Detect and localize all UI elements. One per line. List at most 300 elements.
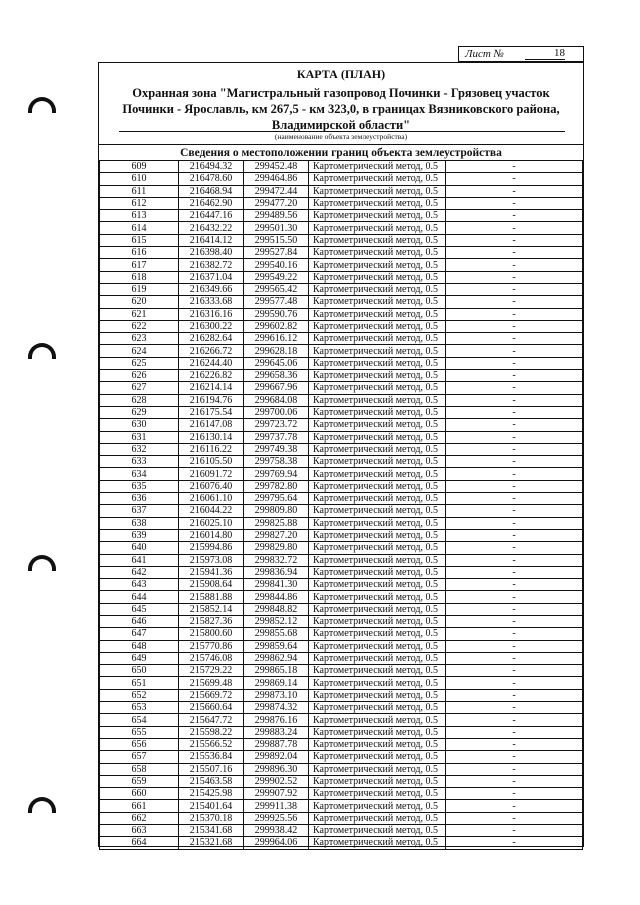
y-coordinate-cell: 299700.06 bbox=[244, 406, 309, 418]
description-cell: - bbox=[446, 283, 583, 295]
x-coordinate-cell: 216266.72 bbox=[179, 345, 244, 357]
binder-hole bbox=[28, 343, 56, 359]
x-coordinate-cell: 215746.08 bbox=[179, 652, 244, 664]
point-number-cell: 618 bbox=[100, 271, 179, 283]
x-coordinate-cell: 216105.50 bbox=[179, 456, 244, 468]
table-row bbox=[100, 419, 583, 431]
description-cell: - bbox=[446, 505, 583, 517]
y-coordinate-cell: 299852.12 bbox=[244, 615, 309, 627]
method-cell: Картометрический метод, 0.5 bbox=[309, 579, 446, 591]
description-cell: - bbox=[446, 271, 583, 283]
table-row bbox=[100, 788, 583, 800]
method-cell: Картометрический метод, 0.5 bbox=[309, 800, 446, 812]
section-divider bbox=[99, 144, 583, 145]
description-cell: - bbox=[446, 640, 583, 652]
y-coordinate-cell: 299859.64 bbox=[244, 640, 309, 652]
point-number-cell: 636 bbox=[100, 493, 179, 505]
x-coordinate-cell: 216226.82 bbox=[179, 370, 244, 382]
coordinates-table-body bbox=[100, 161, 583, 850]
point-number-cell: 630 bbox=[100, 419, 179, 431]
table-row bbox=[100, 751, 583, 763]
description-cell: - bbox=[446, 702, 583, 714]
y-coordinate-cell: 299489.56 bbox=[244, 210, 309, 222]
x-coordinate-cell: 216014.80 bbox=[179, 529, 244, 541]
description-cell: - bbox=[446, 677, 583, 689]
x-coordinate-cell: 215566.52 bbox=[179, 738, 244, 750]
point-number-cell: 619 bbox=[100, 283, 179, 295]
y-coordinate-cell: 299549.22 bbox=[244, 271, 309, 283]
x-coordinate-cell: 215598.22 bbox=[179, 726, 244, 738]
x-coordinate-cell: 215536.84 bbox=[179, 751, 244, 763]
x-coordinate-cell: 216282.64 bbox=[179, 333, 244, 345]
document-title: КАРТА (ПЛАН) bbox=[296, 67, 386, 81]
point-number-cell: 652 bbox=[100, 689, 179, 701]
description-cell: - bbox=[446, 554, 583, 566]
y-coordinate-cell: 299472.44 bbox=[244, 185, 309, 197]
table-row bbox=[100, 689, 583, 701]
description-cell: - bbox=[446, 394, 583, 406]
y-coordinate-cell: 299896.30 bbox=[244, 763, 309, 775]
x-coordinate-cell: 216478.60 bbox=[179, 173, 244, 185]
method-cell: Картометрический метод, 0.5 bbox=[309, 763, 446, 775]
method-cell: Картометрический метод, 0.5 bbox=[309, 837, 446, 849]
x-coordinate-cell: 215973.08 bbox=[179, 554, 244, 566]
method-cell: Картометрический метод, 0.5 bbox=[309, 259, 446, 271]
method-cell: Картометрический метод, 0.5 bbox=[309, 197, 446, 209]
description-cell: - bbox=[446, 812, 583, 824]
x-coordinate-cell: 216044.22 bbox=[179, 505, 244, 517]
point-number-cell: 609 bbox=[100, 161, 179, 173]
y-coordinate-cell: 299667.96 bbox=[244, 382, 309, 394]
x-coordinate-cell: 216382.72 bbox=[179, 259, 244, 271]
coordinates-table bbox=[99, 160, 583, 850]
method-cell: Картометрический метод, 0.5 bbox=[309, 665, 446, 677]
method-cell: Картометрический метод, 0.5 bbox=[309, 382, 446, 394]
table-row bbox=[100, 320, 583, 332]
point-number-cell: 661 bbox=[100, 800, 179, 812]
y-coordinate-cell: 299577.48 bbox=[244, 296, 309, 308]
table-row bbox=[100, 738, 583, 750]
description-cell: - bbox=[446, 726, 583, 738]
table-row bbox=[100, 640, 583, 652]
y-coordinate-cell: 299723.72 bbox=[244, 419, 309, 431]
method-cell: Картометрический метод, 0.5 bbox=[309, 677, 446, 689]
method-cell: Картометрический метод, 0.5 bbox=[309, 296, 446, 308]
x-coordinate-cell: 216147.08 bbox=[179, 419, 244, 431]
point-number-cell: 640 bbox=[100, 542, 179, 554]
description-cell: - bbox=[446, 763, 583, 775]
table-row bbox=[100, 505, 583, 517]
y-coordinate-cell: 299737.78 bbox=[244, 431, 309, 443]
method-cell: Картометрический метод, 0.5 bbox=[309, 775, 446, 787]
y-coordinate-cell: 299477.20 bbox=[244, 197, 309, 209]
method-cell: Картометрический метод, 0.5 bbox=[309, 640, 446, 652]
y-coordinate-cell: 299869.14 bbox=[244, 677, 309, 689]
description-cell: - bbox=[446, 591, 583, 603]
method-cell: Картометрический метод, 0.5 bbox=[309, 566, 446, 578]
method-cell: Картометрический метод, 0.5 bbox=[309, 554, 446, 566]
x-coordinate-cell: 215941.36 bbox=[179, 566, 244, 578]
y-coordinate-cell: 299855.68 bbox=[244, 628, 309, 640]
description-cell: - bbox=[446, 825, 583, 837]
y-coordinate-cell: 299590.76 bbox=[244, 308, 309, 320]
object-caption: (наименование объекта землеустройства) bbox=[274, 132, 408, 141]
description-cell: - bbox=[446, 775, 583, 787]
table-row bbox=[100, 161, 583, 173]
table-row bbox=[100, 554, 583, 566]
table-row bbox=[100, 591, 583, 603]
y-coordinate-cell: 299758.38 bbox=[244, 456, 309, 468]
table-row bbox=[100, 308, 583, 320]
point-number-cell: 633 bbox=[100, 456, 179, 468]
x-coordinate-cell: 216025.10 bbox=[179, 517, 244, 529]
point-number-cell: 631 bbox=[100, 431, 179, 443]
table-row bbox=[100, 271, 583, 283]
method-cell: Картометрический метод, 0.5 bbox=[309, 591, 446, 603]
point-number-cell: 637 bbox=[100, 505, 179, 517]
description-cell: - bbox=[446, 566, 583, 578]
method-cell: Картометрический метод, 0.5 bbox=[309, 542, 446, 554]
method-cell: Картометрический метод, 0.5 bbox=[309, 517, 446, 529]
description-cell: - bbox=[446, 456, 583, 468]
y-coordinate-cell: 299684.08 bbox=[244, 394, 309, 406]
method-cell: Картометрический метод, 0.5 bbox=[309, 689, 446, 701]
x-coordinate-cell: 216468.94 bbox=[179, 185, 244, 197]
method-cell: Картометрический метод, 0.5 bbox=[309, 738, 446, 750]
x-coordinate-cell: 215908.64 bbox=[179, 579, 244, 591]
method-cell: Картометрический метод, 0.5 bbox=[309, 825, 446, 837]
table-row bbox=[100, 222, 583, 234]
table-row bbox=[100, 603, 583, 615]
x-coordinate-cell: 216462.90 bbox=[179, 197, 244, 209]
point-number-cell: 659 bbox=[100, 775, 179, 787]
x-coordinate-cell: 216091.72 bbox=[179, 468, 244, 480]
x-coordinate-cell: 216116.22 bbox=[179, 443, 244, 455]
description-cell: - bbox=[446, 468, 583, 480]
table-row bbox=[100, 579, 583, 591]
point-number-cell: 651 bbox=[100, 677, 179, 689]
method-cell: Картометрический метод, 0.5 bbox=[309, 812, 446, 824]
point-number-cell: 643 bbox=[100, 579, 179, 591]
table-row bbox=[100, 185, 583, 197]
y-coordinate-cell: 299892.04 bbox=[244, 751, 309, 763]
point-number-cell: 629 bbox=[100, 406, 179, 418]
x-coordinate-cell: 216316.16 bbox=[179, 308, 244, 320]
description-cell: - bbox=[446, 837, 583, 849]
x-coordinate-cell: 216244.40 bbox=[179, 357, 244, 369]
x-coordinate-cell: 215463.58 bbox=[179, 775, 244, 787]
x-coordinate-cell: 216175.54 bbox=[179, 406, 244, 418]
y-coordinate-cell: 299782.80 bbox=[244, 480, 309, 492]
table-row bbox=[100, 357, 583, 369]
object-name: Охранная зона "Магистральный газопровод Починки - Грязовец участок Починки - Ярославль, км 267,5 - км 323,0, в границах Вязниковского района, Владимирской области" bbox=[122, 86, 560, 132]
binder-hole bbox=[28, 555, 56, 571]
x-coordinate-cell: 215507.16 bbox=[179, 763, 244, 775]
method-cell: Картометрический метод, 0.5 bbox=[309, 751, 446, 763]
table-row bbox=[100, 406, 583, 418]
x-coordinate-cell: 215370.18 bbox=[179, 812, 244, 824]
description-cell: - bbox=[446, 419, 583, 431]
point-number-cell: 610 bbox=[100, 173, 179, 185]
method-cell: Картометрический метод, 0.5 bbox=[309, 529, 446, 541]
x-coordinate-cell: 216414.12 bbox=[179, 234, 244, 246]
x-coordinate-cell: 215660.64 bbox=[179, 702, 244, 714]
point-number-cell: 656 bbox=[100, 738, 179, 750]
table-row bbox=[100, 296, 583, 308]
x-coordinate-cell: 215401.64 bbox=[179, 800, 244, 812]
x-coordinate-cell: 216214.14 bbox=[179, 382, 244, 394]
y-coordinate-cell: 299829.80 bbox=[244, 542, 309, 554]
y-coordinate-cell: 299887.78 bbox=[244, 738, 309, 750]
table-row bbox=[100, 825, 583, 837]
point-number-cell: 660 bbox=[100, 788, 179, 800]
description-cell: - bbox=[446, 517, 583, 529]
table-row bbox=[100, 431, 583, 443]
method-cell: Картометрический метод, 0.5 bbox=[309, 161, 446, 173]
method-cell: Картометрический метод, 0.5 bbox=[309, 173, 446, 185]
table-row bbox=[100, 837, 583, 849]
table-row bbox=[100, 726, 583, 738]
point-number-cell: 612 bbox=[100, 197, 179, 209]
table-row bbox=[100, 333, 583, 345]
description-cell: - bbox=[446, 222, 583, 234]
x-coordinate-cell: 215994.86 bbox=[179, 542, 244, 554]
y-coordinate-cell: 299749.38 bbox=[244, 443, 309, 455]
method-cell: Картометрический метод, 0.5 bbox=[309, 234, 446, 246]
x-coordinate-cell: 216333.68 bbox=[179, 296, 244, 308]
document-frame bbox=[98, 62, 584, 847]
description-cell: - bbox=[446, 788, 583, 800]
point-number-cell: 647 bbox=[100, 628, 179, 640]
description-cell: - bbox=[446, 345, 583, 357]
y-coordinate-cell: 299628.18 bbox=[244, 345, 309, 357]
binder-hole bbox=[28, 797, 56, 813]
y-coordinate-cell: 299964.06 bbox=[244, 837, 309, 849]
table-row bbox=[100, 493, 583, 505]
y-coordinate-cell: 299911.38 bbox=[244, 800, 309, 812]
y-coordinate-cell: 299452.48 bbox=[244, 161, 309, 173]
x-coordinate-cell: 215852.14 bbox=[179, 603, 244, 615]
y-coordinate-cell: 299825.88 bbox=[244, 517, 309, 529]
x-coordinate-cell: 215321.68 bbox=[179, 837, 244, 849]
y-coordinate-cell: 299876.16 bbox=[244, 714, 309, 726]
point-number-cell: 646 bbox=[100, 615, 179, 627]
description-cell: - bbox=[446, 406, 583, 418]
description-cell: - bbox=[446, 370, 583, 382]
description-cell: - bbox=[446, 185, 583, 197]
method-cell: Картометрический метод, 0.5 bbox=[309, 406, 446, 418]
x-coordinate-cell: 216371.04 bbox=[179, 271, 244, 283]
binder-hole bbox=[28, 97, 56, 113]
description-cell: - bbox=[446, 382, 583, 394]
point-number-cell: 617 bbox=[100, 259, 179, 271]
method-cell: Картометрический метод, 0.5 bbox=[309, 456, 446, 468]
point-number-cell: 613 bbox=[100, 210, 179, 222]
point-number-cell: 654 bbox=[100, 714, 179, 726]
table-row bbox=[100, 714, 583, 726]
method-cell: Картометрический метод, 0.5 bbox=[309, 357, 446, 369]
y-coordinate-cell: 299902.52 bbox=[244, 775, 309, 787]
method-cell: Картометрический метод, 0.5 bbox=[309, 308, 446, 320]
description-cell: - bbox=[446, 443, 583, 455]
method-cell: Картометрический метод, 0.5 bbox=[309, 247, 446, 259]
point-number-cell: 616 bbox=[100, 247, 179, 259]
sheet-label: Лист № bbox=[465, 48, 504, 60]
table-row bbox=[100, 517, 583, 529]
method-cell: Картометрический метод, 0.5 bbox=[309, 702, 446, 714]
sheet-number-box bbox=[458, 46, 584, 62]
method-cell: Картометрический метод, 0.5 bbox=[309, 652, 446, 664]
table-row bbox=[100, 763, 583, 775]
point-number-cell: 653 bbox=[100, 702, 179, 714]
x-coordinate-cell: 216300.22 bbox=[179, 320, 244, 332]
description-cell: - bbox=[446, 615, 583, 627]
description-cell: - bbox=[446, 210, 583, 222]
method-cell: Картометрический метод, 0.5 bbox=[309, 443, 446, 455]
table-row bbox=[100, 628, 583, 640]
method-cell: Картометрический метод, 0.5 bbox=[309, 345, 446, 357]
point-number-cell: 627 bbox=[100, 382, 179, 394]
table-row bbox=[100, 345, 583, 357]
y-coordinate-cell: 299515.50 bbox=[244, 234, 309, 246]
table-row bbox=[100, 247, 583, 259]
x-coordinate-cell: 215669.72 bbox=[179, 689, 244, 701]
table-row bbox=[100, 210, 583, 222]
method-cell: Картометрический метод, 0.5 bbox=[309, 726, 446, 738]
x-coordinate-cell: 215770.86 bbox=[179, 640, 244, 652]
y-coordinate-cell: 299795.64 bbox=[244, 493, 309, 505]
point-number-cell: 663 bbox=[100, 825, 179, 837]
method-cell: Картометрический метод, 0.5 bbox=[309, 788, 446, 800]
y-coordinate-cell: 299827.20 bbox=[244, 529, 309, 541]
description-cell: - bbox=[446, 333, 583, 345]
sheet-number: 18 bbox=[525, 47, 565, 60]
y-coordinate-cell: 299645.06 bbox=[244, 357, 309, 369]
x-coordinate-cell: 216398.40 bbox=[179, 247, 244, 259]
y-coordinate-cell: 299883.24 bbox=[244, 726, 309, 738]
description-cell: - bbox=[446, 493, 583, 505]
description-cell: - bbox=[446, 431, 583, 443]
point-number-cell: 642 bbox=[100, 566, 179, 578]
y-coordinate-cell: 299836.94 bbox=[244, 566, 309, 578]
table-row bbox=[100, 394, 583, 406]
description-cell: - bbox=[446, 259, 583, 271]
table-row bbox=[100, 800, 583, 812]
method-cell: Картометрический метод, 0.5 bbox=[309, 468, 446, 480]
table-row bbox=[100, 480, 583, 492]
x-coordinate-cell: 216349.66 bbox=[179, 283, 244, 295]
method-cell: Картометрический метод, 0.5 bbox=[309, 394, 446, 406]
description-cell: - bbox=[446, 161, 583, 173]
method-cell: Картометрический метод, 0.5 bbox=[309, 222, 446, 234]
y-coordinate-cell: 299832.72 bbox=[244, 554, 309, 566]
point-number-cell: 635 bbox=[100, 480, 179, 492]
x-coordinate-cell: 216076.40 bbox=[179, 480, 244, 492]
y-coordinate-cell: 299527.84 bbox=[244, 247, 309, 259]
y-coordinate-cell: 299769.94 bbox=[244, 468, 309, 480]
table-row bbox=[100, 529, 583, 541]
x-coordinate-cell: 215699.48 bbox=[179, 677, 244, 689]
description-cell: - bbox=[446, 197, 583, 209]
description-cell: - bbox=[446, 480, 583, 492]
table-row bbox=[100, 542, 583, 554]
y-coordinate-cell: 299938.42 bbox=[244, 825, 309, 837]
point-number-cell: 650 bbox=[100, 665, 179, 677]
description-cell: - bbox=[446, 800, 583, 812]
method-cell: Картометрический метод, 0.5 bbox=[309, 320, 446, 332]
description-cell: - bbox=[446, 628, 583, 640]
table-row bbox=[100, 283, 583, 295]
point-number-cell: 622 bbox=[100, 320, 179, 332]
description-cell: - bbox=[446, 579, 583, 591]
point-number-cell: 628 bbox=[100, 394, 179, 406]
x-coordinate-cell: 215647.72 bbox=[179, 714, 244, 726]
description-cell: - bbox=[446, 603, 583, 615]
y-coordinate-cell: 299841.30 bbox=[244, 579, 309, 591]
table-row bbox=[100, 652, 583, 664]
table-row bbox=[100, 259, 583, 271]
point-number-cell: 626 bbox=[100, 370, 179, 382]
method-cell: Картометрический метод, 0.5 bbox=[309, 493, 446, 505]
x-coordinate-cell: 216447.16 bbox=[179, 210, 244, 222]
x-coordinate-cell: 215881.88 bbox=[179, 591, 244, 603]
description-cell: - bbox=[446, 357, 583, 369]
description-cell: - bbox=[446, 529, 583, 541]
method-cell: Картометрический метод, 0.5 bbox=[309, 714, 446, 726]
method-cell: Картометрический метод, 0.5 bbox=[309, 370, 446, 382]
description-cell: - bbox=[446, 665, 583, 677]
method-cell: Картометрический метод, 0.5 bbox=[309, 185, 446, 197]
y-coordinate-cell: 299616.12 bbox=[244, 333, 309, 345]
point-number-cell: 648 bbox=[100, 640, 179, 652]
method-cell: Картометрический метод, 0.5 bbox=[309, 480, 446, 492]
table-row bbox=[100, 566, 583, 578]
x-coordinate-cell: 216432.22 bbox=[179, 222, 244, 234]
point-number-cell: 611 bbox=[100, 185, 179, 197]
y-coordinate-cell: 299865.18 bbox=[244, 665, 309, 677]
description-cell: - bbox=[446, 320, 583, 332]
point-number-cell: 641 bbox=[100, 554, 179, 566]
description-cell: - bbox=[446, 714, 583, 726]
description-cell: - bbox=[446, 173, 583, 185]
description-cell: - bbox=[446, 308, 583, 320]
y-coordinate-cell: 299862.94 bbox=[244, 652, 309, 664]
point-number-cell: 638 bbox=[100, 517, 179, 529]
table-row bbox=[100, 197, 583, 209]
y-coordinate-cell: 299565.42 bbox=[244, 283, 309, 295]
point-number-cell: 657 bbox=[100, 751, 179, 763]
x-coordinate-cell: 215827.36 bbox=[179, 615, 244, 627]
table-row bbox=[100, 468, 583, 480]
y-coordinate-cell: 299907.92 bbox=[244, 788, 309, 800]
point-number-cell: 632 bbox=[100, 443, 179, 455]
method-cell: Картометрический метод, 0.5 bbox=[309, 431, 446, 443]
table-row bbox=[100, 665, 583, 677]
table-row bbox=[100, 456, 583, 468]
description-cell: - bbox=[446, 738, 583, 750]
description-cell: - bbox=[446, 296, 583, 308]
point-number-cell: 644 bbox=[100, 591, 179, 603]
x-coordinate-cell: 215800.60 bbox=[179, 628, 244, 640]
y-coordinate-cell: 299848.82 bbox=[244, 603, 309, 615]
y-coordinate-cell: 299874.32 bbox=[244, 702, 309, 714]
point-number-cell: 662 bbox=[100, 812, 179, 824]
table-row bbox=[100, 382, 583, 394]
table-row bbox=[100, 775, 583, 787]
description-cell: - bbox=[446, 542, 583, 554]
method-cell: Картометрический метод, 0.5 bbox=[309, 603, 446, 615]
method-cell: Картометрический метод, 0.5 bbox=[309, 333, 446, 345]
